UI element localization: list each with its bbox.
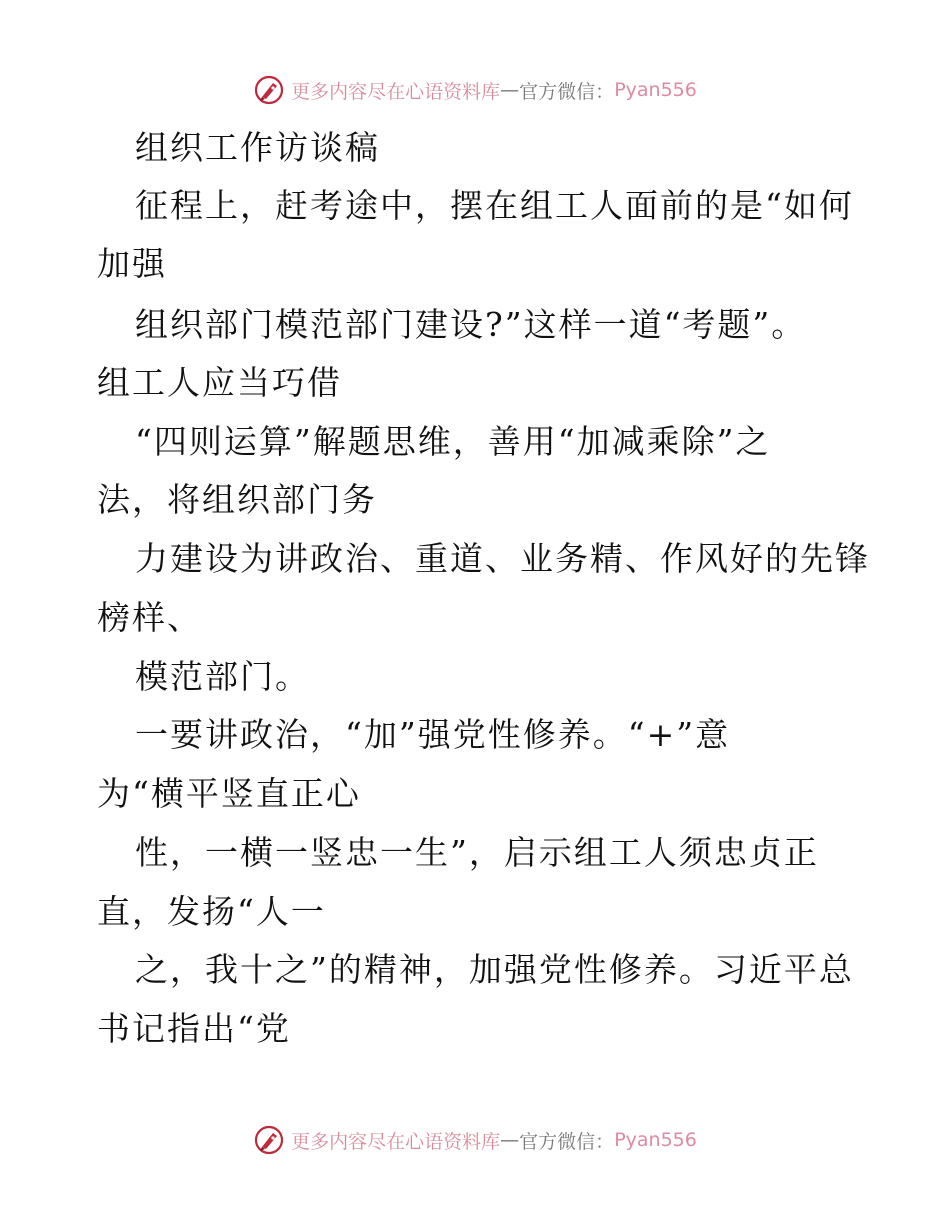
watermark-official-label: 官方微信： (519, 80, 615, 103)
watermark-separator: — (500, 1129, 520, 1151)
watermark-official-label: 官方微信： (519, 1130, 615, 1153)
watermark-wechat-id: Pyan556 (614, 1129, 697, 1151)
body-line: 书记指出“党 (97, 1009, 291, 1048)
pen-nib-logo-icon (253, 1124, 285, 1156)
watermark-site-name: 更多内容尽在心语资料库 (291, 1130, 501, 1153)
footer-watermark (0, 1120, 950, 1160)
body-line: 法，将组织部门务 (97, 480, 377, 519)
body-line: 性，一横一竖忠一生”，启示组工人须忠贞正 (135, 833, 819, 872)
body-line: 征程上，赶考途中，摆在组工人面前的是“如何 (135, 186, 854, 225)
body-line: 组织部门模范部门建设?”这样一道“考题”。 (135, 305, 807, 344)
body-line: 榜样、 (97, 598, 202, 637)
header-watermark (0, 70, 950, 110)
body-line: 模范部门。 (135, 657, 310, 696)
body-line: “四则运算”解题思维，善用“加减乘除”之 (135, 422, 771, 461)
body-line: 一要讲政治，“加”强党性修养。“+”意 (135, 715, 731, 754)
body-line: 为“横平竖直正心 (97, 774, 361, 813)
body-line: 直，发扬“人一 (97, 892, 326, 931)
body-line: 之，我十之”的精神，加强党性修养。习近平总 (135, 950, 854, 989)
watermark-site-name: 更多内容尽在心语资料库 (291, 80, 501, 103)
body-line: 加强 (97, 244, 167, 283)
document-title: 组织工作访谈稿 (135, 128, 380, 167)
body-line: 力建设为讲政治、重道、业务精、作风好的先锋 (135, 539, 870, 578)
body-line: 组工人应当巧借 (97, 363, 342, 402)
watermark-separator: — (500, 79, 520, 101)
watermark-wechat-id: Pyan556 (614, 79, 697, 101)
pen-nib-logo-icon (253, 74, 285, 106)
